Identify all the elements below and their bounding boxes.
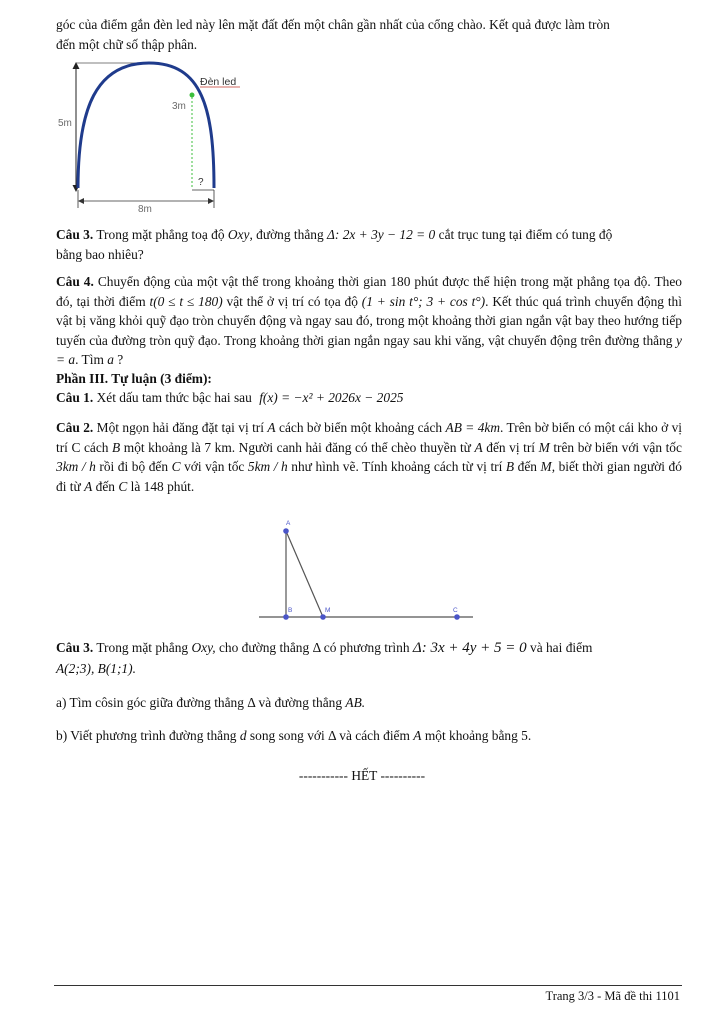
question-4-motion: Câu 4. Chuyển động của một vật thể trong khoảng thời gian 180 phút được thể hiện trong mặt phẳng tọa độ. Theo đó, tại thời điểm t(0 ≤ t ≤ 180) vật thể ở vị trí có tọa độ (1 + sin t°; 3 + cos t°). Kết thúc quá trình chuyển động thì vật bị văng khỏi quỹ đạo tròn chuyển động và ngay sau đó, trong một khoảng thời gian ngắn vật bay theo hướng tiếp tuyến của đường tròn quỹ đạo. Trong khoảng thời gian ngắn ngay sau khi văng, vật chuyển động trên đường thẳng y = a. Tìm a ?: [56, 274, 682, 367]
segment-AM: [286, 531, 323, 617]
label-3m: 3m: [172, 101, 186, 112]
label-8m: 8m: [138, 204, 152, 214]
arch-curve: [78, 63, 214, 188]
led-point: [190, 93, 195, 98]
label-led: Đèn led: [200, 76, 237, 88]
width-arrow-head-left: [78, 198, 84, 204]
end-marker: ----------- HẾT ----------: [298, 768, 426, 783]
label-A: A: [286, 520, 291, 527]
footer-rule: [54, 985, 682, 986]
essay-question-3b: b) Viết phương trình đường thẳng d song song với Δ và cách điểm A một khoảng bằng 5.: [56, 728, 532, 743]
point-M: [320, 614, 326, 620]
essay-question-2: Câu 2. Một ngọn hải đăng đặt tại vị trí A cách bờ biển một khoảng cách AB = 4km. Trên bờ biển có một cái kho ở vị trí C cách B một khoảng là 7 km. Người canh hải đăng có thể chèo thuyền từ A đến vị trí M trên bờ biển với vận tốc 3km / h rồi đi bộ đến C với vận tốc 5km / h như hình vẽ. Tính khoảng cách từ vị trí B đến M, biết thời gian người đó đi từ A đến C là 148 phút.: [56, 420, 683, 494]
label-C: C: [453, 607, 458, 614]
width-arrow-head-right: [208, 198, 214, 204]
label-question: ?: [198, 177, 204, 188]
essay-question-1: Câu 1. Xét dấu tam thức bậc hai sau f(x) = −x² + 2026x − 2025: [56, 390, 404, 405]
coast-figure: [255, 515, 477, 625]
essay-question-3: Câu 3. Trong mặt phẳng Oxy, cho đường thẳng Δ có phương trình Δ: 3x + 4y + 5 = 0 và hai điểm A(2;3), B(1;1).: [56, 640, 593, 676]
question-3-coordinate: Câu 3. Trong mặt phẳng toạ độ Oxy, đường thẳng Δ: 2x + 3y − 12 = 0 cắt trục tung tại điểm có tung độ bằng bao nhiêu?: [56, 227, 613, 262]
label-M: M: [325, 607, 331, 614]
label-B: B: [288, 607, 293, 614]
intro-paragraph: góc của điểm gắn đèn led này lên mặt đất đến một chân gần nhất của cổng chào. Kết quả được làm tròn đến một chữ số thập phân.: [56, 17, 610, 52]
label-5m: 5m: [58, 118, 72, 129]
part-3-title: Phần III. Tự luận (3 điểm):: [56, 371, 212, 386]
point-A: [283, 528, 289, 534]
arch-figure: [54, 58, 254, 214]
point-B: [283, 614, 289, 620]
point-C: [454, 614, 460, 620]
page-footer: Trang 3/3 - Mã đề thi 1101: [545, 989, 680, 1003]
essay-question-3a: a) Tìm côsin góc giữa đường thẳng Δ và đường thẳng AB.: [56, 695, 366, 710]
